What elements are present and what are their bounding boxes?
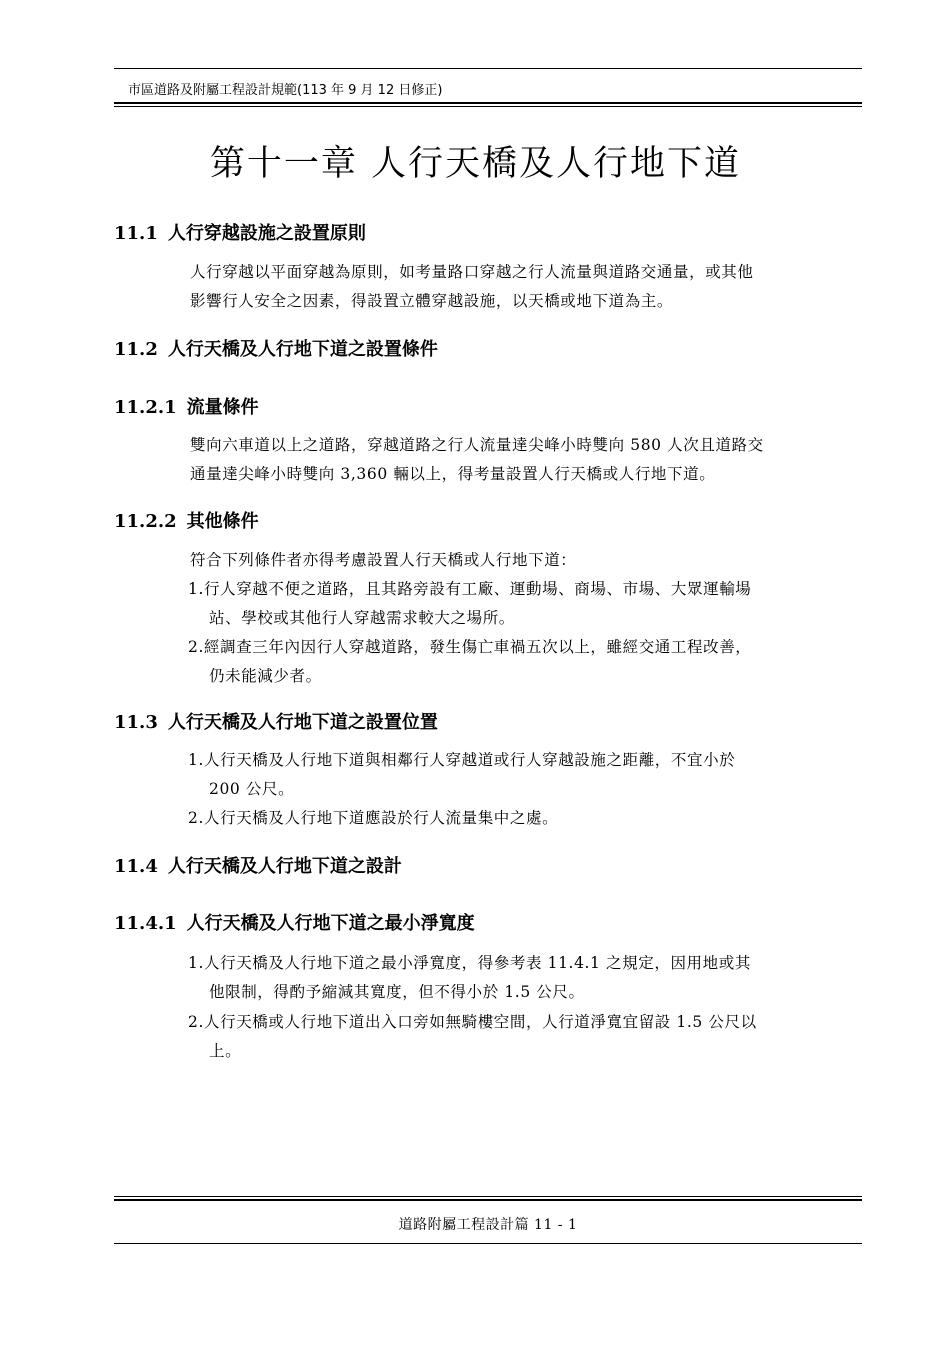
header-bottom-rule-thin [114,106,862,107]
footer-bottom-rule [114,1243,862,1244]
section-number: 11.1 [114,223,158,244]
list-item [188,575,858,633]
paragraph-line: 通量達尖峰小時雙向 3,360 輛以上，得考量設置人行天橋或人行地下道。 [190,465,716,483]
list-item [188,1008,858,1066]
section-title: 流量條件 [186,397,259,418]
footer-top-rule-thick [114,1199,862,1201]
list-item [188,804,858,833]
footer-top-rule-thin [114,1196,862,1197]
paragraph-line: 人行穿越以平面穿越為原則，如考量路口穿越之行人流量與道路交通量，或其他 [190,263,754,281]
list-item [188,746,858,804]
list-item-line: 2.人行天橋及人行地下道應設於行人流量集中之處。 [188,809,559,827]
section-title: 人行穿越設施之設置原則 [167,223,366,244]
paragraph-line: 符合下列條件者亦得考慮設置人行天橋或人行地下道： [190,551,577,569]
list-item-line: 站、學校或其他行人穿越需求較大之場所。 [209,609,515,627]
paragraph-11-2-2-intro [190,546,858,575]
page-footer: 道路附屬工程設計篇 11 - 1 [398,1217,578,1233]
section-title: 其他條件 [186,511,259,532]
section-number: 11.4.1 [114,913,177,934]
section-heading-11-4 [114,852,402,878]
section-number: 11.2.2 [114,511,177,532]
list-item [188,633,858,691]
section-heading-11-2-1 [114,393,259,419]
list-item-line: 1.行人穿越不便之道路，且其路旁設有工廠、運動場、商場、市場、大眾運輸場 [188,580,752,598]
list-item-line: 2.人行天橋或人行地下道出入口旁如無騎樓空間，人行道淨寬宜留設 1.5 公尺以 [188,1013,757,1031]
list-item-line: 他限制，得酌予縮減其寬度，但不得小於 1.5 公尺。 [209,983,585,1001]
running-header: 市區道路及附屬工程設計規範(113 年 9 月 12 日修正) [128,83,443,98]
list-item-line: 2.經調查三年內因行人穿越道路，發生傷亡車禍五次以上，雖經交通工程改善， [188,638,752,656]
section-number: 11.2 [114,339,158,360]
list-item-line: 1.人行天橋及人行地下道之最小淨寬度，得參考表 11.4.1 之規定，因用地或其 [188,954,751,972]
paragraph-line: 影響行人安全之因素，得設置立體穿越設施，以天橋或地下道為主。 [190,292,674,310]
section-heading-11-1 [114,219,366,245]
section-title: 人行天橋及人行地下道之最小淨寬度 [186,913,475,934]
chapter-title: 第十一章 人行天橋及人行地下道 [209,144,742,184]
section-title: 人行天橋及人行地下道之設置條件 [167,339,438,360]
section-number: 11.3 [114,712,158,733]
list-item-line: 1.人行天橋及人行地下道與相鄰行人穿越道或行人穿越設施之距離，不宜小於 [188,751,736,769]
paragraph-line: 雙向六車道以上之道路，穿越道路之行人流量達尖峰小時雙向 580 人次且道路交 [190,436,764,454]
list-item-line: 200 公尺。 [209,780,295,798]
paragraph-11-1 [190,258,858,316]
paragraph-11-2-1 [190,431,858,489]
section-number: 11.2.1 [114,397,177,418]
section-heading-11-2-2 [114,507,259,533]
list-item-line: 仍未能減少者。 [209,667,322,685]
section-title: 人行天橋及人行地下道之設置位置 [167,712,438,733]
section-heading-11-4-1 [114,909,475,935]
section-number: 11.4 [114,856,158,877]
header-bottom-rule-thick [114,102,862,104]
section-heading-11-2 [114,335,438,361]
list-item-line: 上。 [209,1042,242,1060]
header-top-rule [114,68,862,69]
list-item [188,949,858,1007]
section-heading-11-3 [114,708,438,734]
section-title: 人行天橋及人行地下道之設計 [167,856,402,877]
